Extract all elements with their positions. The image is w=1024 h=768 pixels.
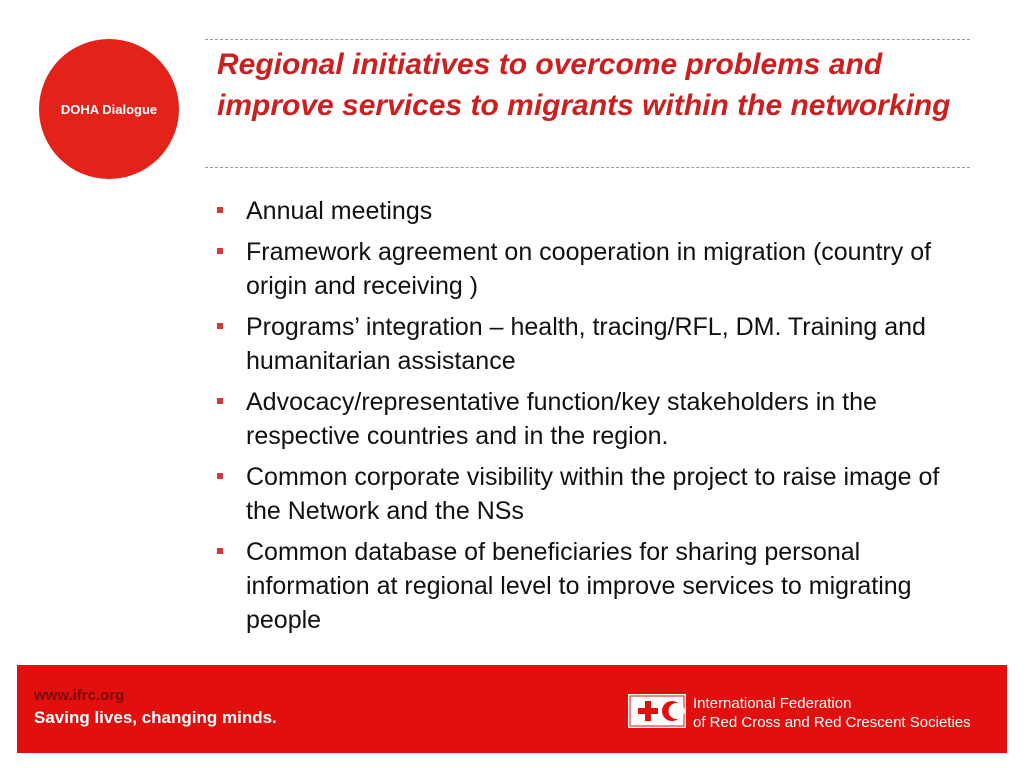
title-top-divider: [205, 39, 970, 40]
square-bullet-icon: [217, 473, 223, 479]
tagline: Saving lives, changing minds.: [34, 708, 277, 727]
red-cross-crescent-icon: [628, 694, 686, 728]
list-item: [214, 535, 954, 637]
title-bottom-divider: [205, 167, 970, 168]
square-bullet-icon: [217, 398, 223, 404]
list-item: [214, 310, 954, 378]
list-item-text: Annual meetings: [246, 197, 433, 225]
list-item-text: Programs’ integration – health, tracing/RFL, DM. Training and humanitarian assistance: [246, 313, 926, 375]
emblem-graphic: [629, 695, 685, 727]
bullet-list: [214, 194, 954, 644]
square-bullet-icon: [217, 207, 223, 213]
square-bullet-icon: [217, 248, 223, 254]
list-item-text: Framework agreement on cooperation in migration (country of origin and receiving ): [246, 238, 932, 300]
list-item: [214, 385, 954, 453]
square-bullet-icon: [217, 548, 223, 554]
organization-name: [693, 694, 971, 732]
list-item-text: Common database of beneficiaries for sharing personal information at regional level to improve services to migrating people: [246, 538, 912, 634]
website-link[interactable]: www.ifrc.org: [34, 687, 125, 704]
badge-label: DOHA Dialogue: [60, 101, 158, 117]
doha-dialogue-badge: [39, 39, 179, 179]
footer-bar: [17, 665, 1007, 753]
org-line-2: of Red Cross and Red Crescent Societies: [693, 714, 971, 731]
square-bullet-icon: [217, 323, 223, 329]
list-item: [214, 460, 954, 528]
list-item: [214, 194, 954, 228]
org-line-1: International Federation: [693, 695, 852, 712]
slide-title: Regional initiatives to overcome problems and improve services to migrants within the networking: [217, 48, 951, 122]
list-item: [214, 235, 954, 303]
list-item-text: Advocacy/representative function/key stakeholders in the respective countries and in the region.: [246, 388, 877, 450]
list-item-text: Common corporate visibility within the project to raise image of the Network and the NSs: [246, 463, 940, 525]
